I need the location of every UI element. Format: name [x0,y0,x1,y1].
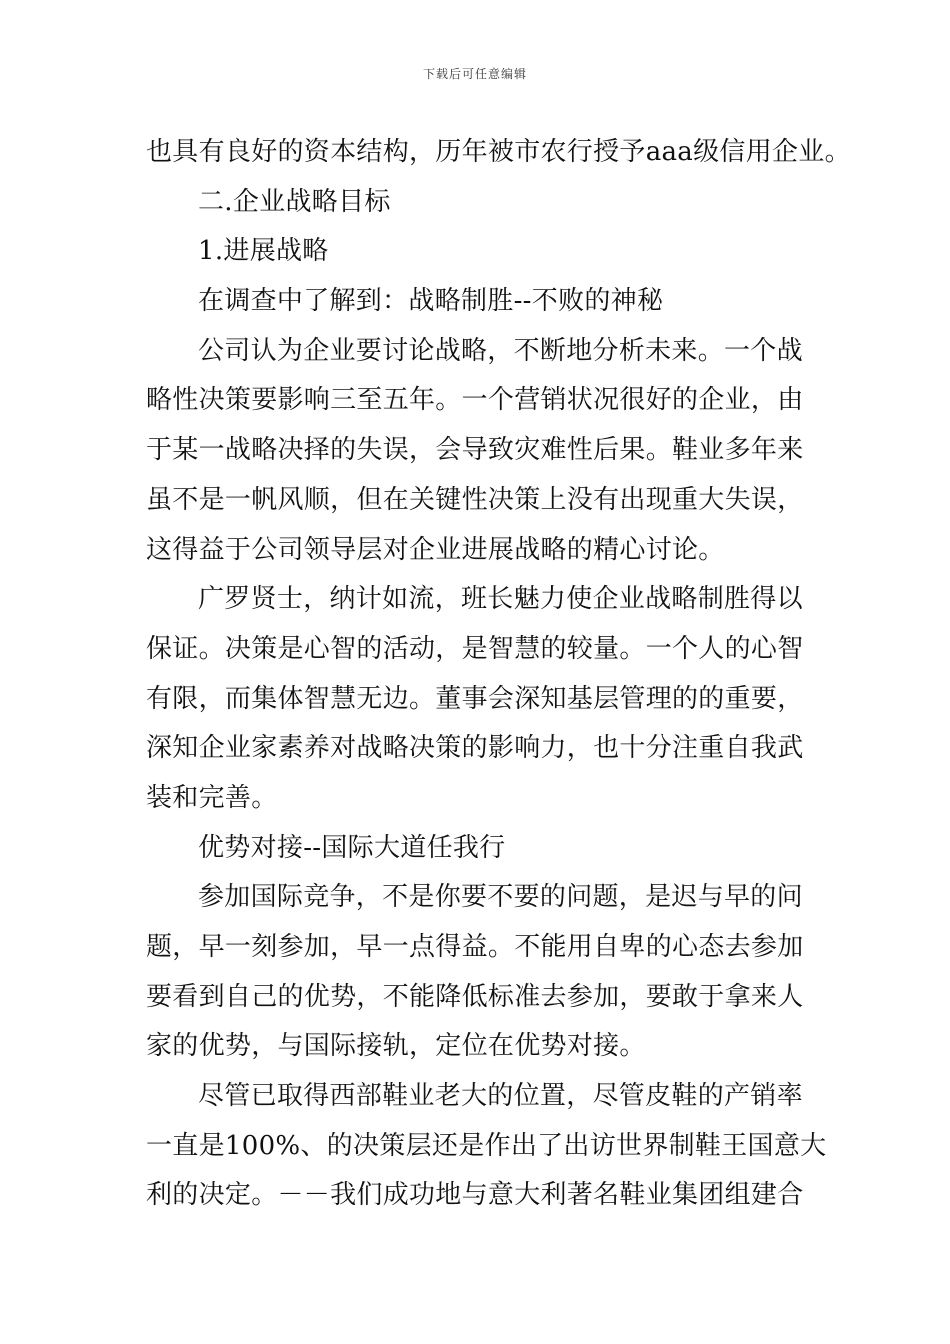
document-body [146,128,851,1221]
paragraph-line: 有限，而集体智慧无边。董事会深知基层管理的的重要， [146,683,804,714]
paragraph-line: 装和完善。 [146,782,278,813]
topic-heading-advantage: 优势对接--国际大道任我行 [198,832,506,863]
subsection-heading: 1.进展战略 [198,236,329,267]
paragraph-line: 虽不是一帆风顺，但在关键性决策上没有出现重大失误， [146,484,804,515]
paragraph-line: 家的优势，与国际接轨，定位在优势对接。 [146,1031,646,1062]
paragraph-line: 一直是100%、的决策层还是作出了出访世界制鞋王国意大 [146,1130,827,1161]
topic-heading-strategy: 在调查中了解到：战略制胜--不败的神秘 [198,286,664,317]
paragraph-line: 尽管已取得西部鞋业老大的位置，尽管皮鞋的产销率 [198,1081,803,1112]
paragraph-line: 保证。决策是心智的活动，是智慧的较量。一个人的心智 [146,633,804,664]
paragraph-line: 深知企业家素养对战略决策的影响力，也十分注重自我武 [146,733,804,764]
paragraph-line: 要看到自己的优势，不能降低标准去参加，要敢于拿来人 [146,981,804,1012]
text-line-1: 也具有良好的资本结构，历年被市农行授予aaa级信用企业。 [146,137,851,167]
section-heading: 二.企业战略目标 [198,186,391,217]
paragraph-line: 这得益于公司领导层对企业进展战略的精心讨论。 [146,534,725,565]
paragraph-line: 广罗贤士，纳计如流，班长魅力使企业战略制胜得以 [198,584,803,615]
paragraph-line: 题，早一刻参加，早一点得益。不能用自卑的心态去参加 [146,932,804,962]
paragraph-line: 略性决策要影响三至五年。一个营销状况很好的企业，由 [146,385,804,416]
page-header-note: 下载后可任意编辑 [422,67,527,81]
paragraph-line: 于某一战略决择的失误，会导致灾难性后果。鞋业多年来 [146,435,804,466]
paragraph-line: 参加国际竞争，不是你要不要的问题，是迟与早的问 [198,882,803,913]
paragraph-line: 利的决定。－－我们成功地与意大利著名鞋业集团组建合 [146,1180,804,1211]
paragraph-line: 公司认为企业要讨论战略，不断地分析未来。一个战 [198,335,803,366]
